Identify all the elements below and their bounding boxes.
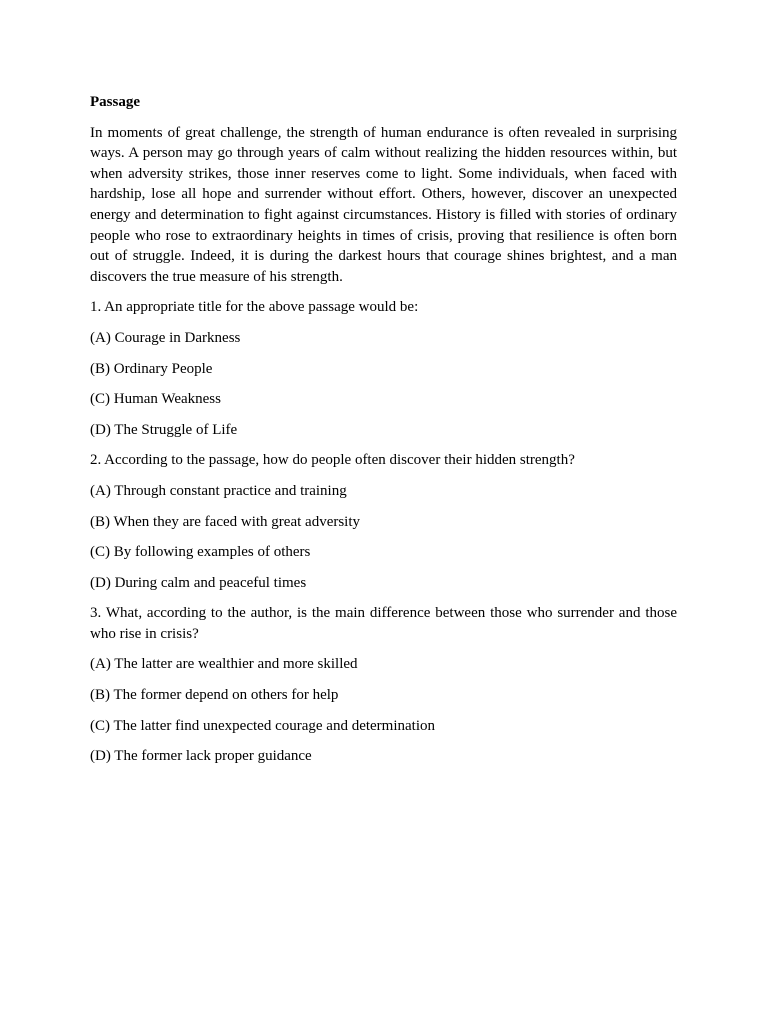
question-1-option-d: (D) The Struggle of Life	[90, 421, 238, 438]
question-1-option-a: (A) Courage in Darkness	[90, 329, 241, 346]
question-2-option-b: (B) When they are faced with great adversity	[90, 513, 361, 530]
question-2-option-d: (D) During calm and peaceful times	[90, 574, 307, 591]
question-2-option-a: (A) Through constant practice and training	[90, 482, 347, 499]
question-1-text: 1. An appropriate title for the above passage would be:	[90, 299, 419, 316]
question-1-option-b: (B) Ordinary People	[90, 360, 213, 377]
question-2-option-c: (C) By following examples of others	[90, 544, 311, 561]
passage-heading: Passage	[90, 94, 140, 110]
question-1-option-c: (C) Human Weakness	[90, 391, 221, 408]
question-3-option-b: (B) The former depend on others for help	[90, 687, 339, 704]
question-3-text: 3. What, according to the author, is the main difference between those who surrender and those who rise in crisis?	[90, 605, 677, 642]
question-2-text: 2. According to the passage, how do people often discover their hidden strength?	[90, 452, 575, 469]
question-3-option-d: (D) The former lack proper guidance	[90, 748, 312, 765]
document-page	[90, 92, 677, 777]
question-3-option-a: (A) The latter are wealthier and more skilled	[90, 656, 358, 673]
question-3-option-c: (C) The latter find unexpected courage and determination	[90, 717, 435, 734]
passage-text: In moments of great challenge, the strength of human endurance is often revealed in surprising ways. A person may go through years of calm without realizing the hidden resources within, but when adversity strikes, those inner reserves come to light. Some individuals, when faced with hardship, lose all hope and surrender without effort. Others, however, discover an unexpected energy and determination to fight against circumstances. History is filled with stories of ordinary people who rose to extraordinary heights in times of crisis, proving that resilience is often born out of struggle. Indeed, it is during the darkest hours that courage shines brightest, and a man discovers the true measure of his strength.	[90, 124, 677, 285]
